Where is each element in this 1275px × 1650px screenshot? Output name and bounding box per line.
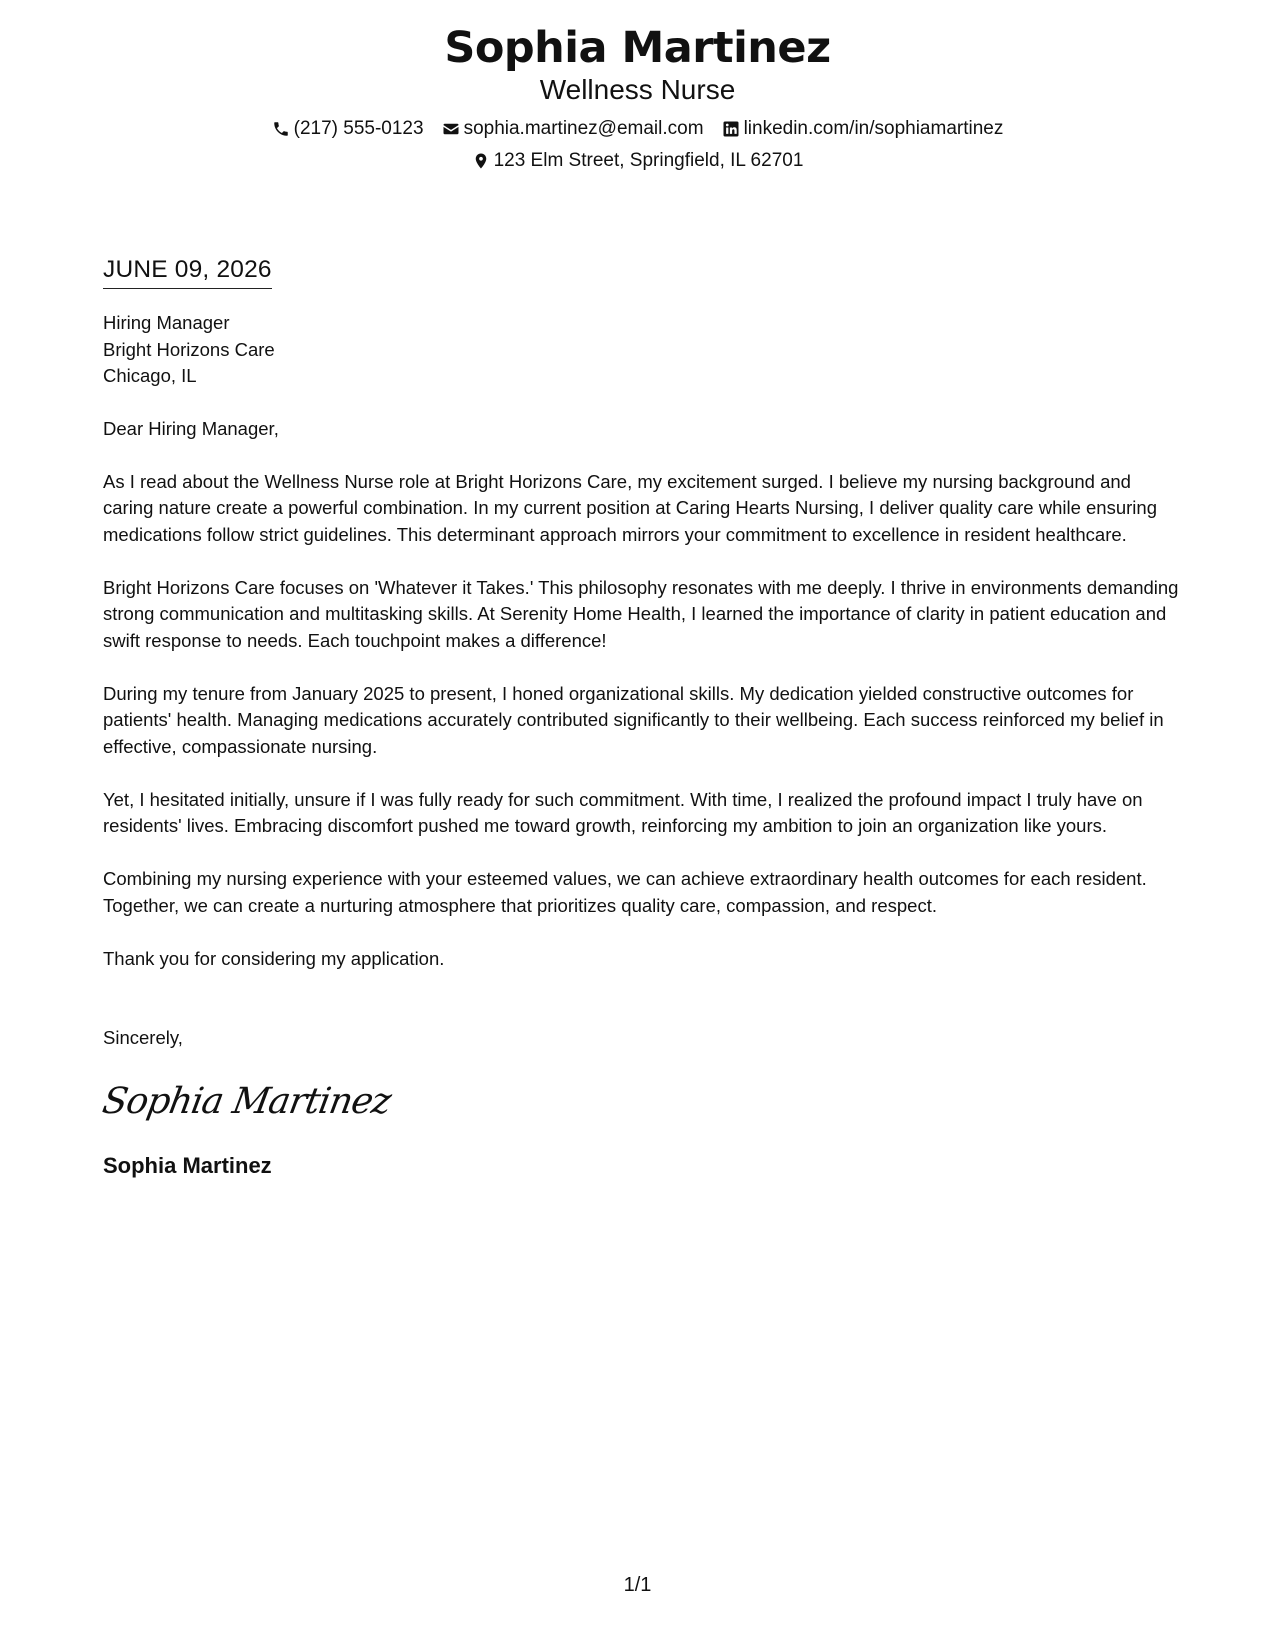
salutation: Dear Hiring Manager, xyxy=(103,417,279,439)
letter-date: JUNE 09, 2026 xyxy=(103,255,272,289)
contact-row xyxy=(0,118,1275,140)
body-paragraph: Bright Horizons Care focuses on 'Whatever it Takes.' This philosophy resonates with me deeply. I thrive in environments demanding strong communication and multitasking skills. At Serenity Home Health, I learned the importance of clarity in patient education and swift response to needs. Each touchpoint makes a difference! xyxy=(103,576,1179,651)
job-title: Wellness Nurse xyxy=(539,74,736,105)
linkedin-icon xyxy=(722,120,740,138)
phone-icon xyxy=(272,120,290,138)
phone-contact xyxy=(272,118,424,140)
signed-name: Sophia Martinez xyxy=(103,1152,272,1178)
recipient-company: Bright Horizons Care xyxy=(103,338,275,360)
map-pin-icon xyxy=(472,152,490,170)
letter-body xyxy=(99,255,1183,1180)
recipient-location: Chicago, IL xyxy=(103,365,197,386)
address-row xyxy=(0,150,1275,172)
email-contact xyxy=(442,118,704,140)
address-contact xyxy=(472,150,804,172)
recipient-block xyxy=(103,310,1183,390)
handwritten-signature: Sophia Martinez xyxy=(99,1080,394,1122)
body-paragraph: Thank you for considering my application. xyxy=(103,947,445,969)
body-paragraph: Yet, I hesitated initially, unsure if I was fully ready for such commitment. With time, I realized the profound impact I truly have on residents' lives. Embracing discomfort pushed me toward growth, reinforcing my ambition to join an organization like yours. xyxy=(103,788,1143,836)
street-address: 123 Elm Street, Springfield, IL 62701 xyxy=(493,150,804,171)
page-number: 1/1 xyxy=(623,1574,652,1596)
body-paragraph: As I read about the Wellness Nurse role at Bright Horizons Care, my excitement surged. I believe my nursing background and caring nature create a powerful combination. In my current position at Caring Hearts Nursing, I deliver quality care while ensuring medications follow strict guidelines. This determinant approach mirrors your commitment to excellence in resident healthcare. xyxy=(103,470,1157,545)
body-paragraph: Combining my nursing experience with your esteemed values, we can achieve extraordinary health outcomes for each resident. Together, we can create a nurturing atmosphere that prioritizes quality care, compassion, and respect. xyxy=(103,868,1147,916)
linkedin-url: linkedin.com/in/sophiamartinez xyxy=(743,118,1004,139)
applicant-name: Sophia Martinez xyxy=(444,23,831,73)
body-paragraph: During my tenure from January 2025 to present, I honed organizational skills. My dedication yielded constructive outcomes for patients' health. Managing medications accurately contributed significantly to their wellbeing. Each success reinforced my belief in effective, compassionate nursing. xyxy=(103,682,1164,757)
phone-number: (217) 555-0123 xyxy=(293,118,424,139)
envelope-icon xyxy=(442,120,460,138)
email-address: sophia.martinez@email.com xyxy=(463,118,704,139)
linkedin-contact xyxy=(722,118,1004,140)
recipient-role: Hiring Manager xyxy=(103,312,230,333)
letterhead xyxy=(0,22,1275,172)
closing: Sincerely, xyxy=(103,1027,183,1048)
